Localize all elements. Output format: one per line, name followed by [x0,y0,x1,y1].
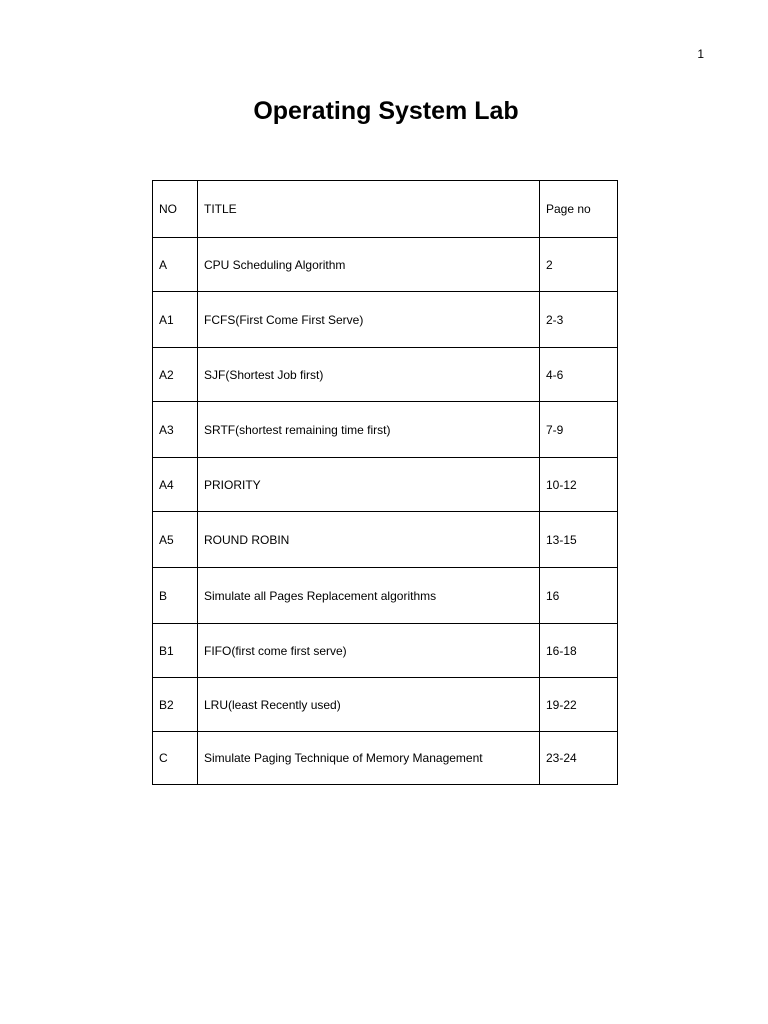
row-title: Simulate Paging Technique of Memory Management [198,732,540,785]
row-page: 10-12 [540,458,618,512]
row-no: A4 [153,458,198,512]
row-title: ROUND ROBIN [198,512,540,568]
header-page: Page no [540,181,618,238]
row-title: Simulate all Pages Replacement algorithms [198,568,540,624]
table-row [153,292,618,348]
row-no: A3 [153,402,198,458]
table-row [153,238,618,292]
row-page: 19-22 [540,678,618,732]
table-row [153,624,618,678]
table-row [153,512,618,568]
row-no: A5 [153,512,198,568]
document-title: Operating System Lab [253,97,519,125]
row-title: FCFS(First Come First Serve) [198,292,540,348]
row-no: B [153,568,198,624]
table-row [153,402,618,458]
row-title: CPU Scheduling Algorithm [198,238,540,292]
row-page: 7-9 [540,402,618,458]
table-row [153,678,618,732]
row-title: SJF(Shortest Job first) [198,348,540,402]
row-page: 23-24 [540,732,618,785]
table-header-row [153,181,618,238]
row-page: 2 [540,238,618,292]
contents-table [152,180,618,785]
row-title: LRU(least Recently used) [198,678,540,732]
row-page: 13-15 [540,512,618,568]
row-page: 4-6 [540,348,618,402]
row-title: PRIORITY [198,458,540,512]
row-page: 16-18 [540,624,618,678]
row-no: C [153,732,198,785]
row-no: A2 [153,348,198,402]
table-row [153,348,618,402]
row-title: FIFO(first come first serve) [198,624,540,678]
row-no: A1 [153,292,198,348]
row-no: A [153,238,198,292]
header-no: NO [153,181,198,238]
table-row [153,568,618,624]
row-page: 16 [540,568,618,624]
page-number: 1 [697,47,704,61]
row-page: 2-3 [540,292,618,348]
table-row [153,732,618,785]
row-no: B2 [153,678,198,732]
row-no: B1 [153,624,198,678]
row-title: SRTF(shortest remaining time first) [198,402,540,458]
header-title: TITLE [198,181,540,238]
table-row [153,458,618,512]
